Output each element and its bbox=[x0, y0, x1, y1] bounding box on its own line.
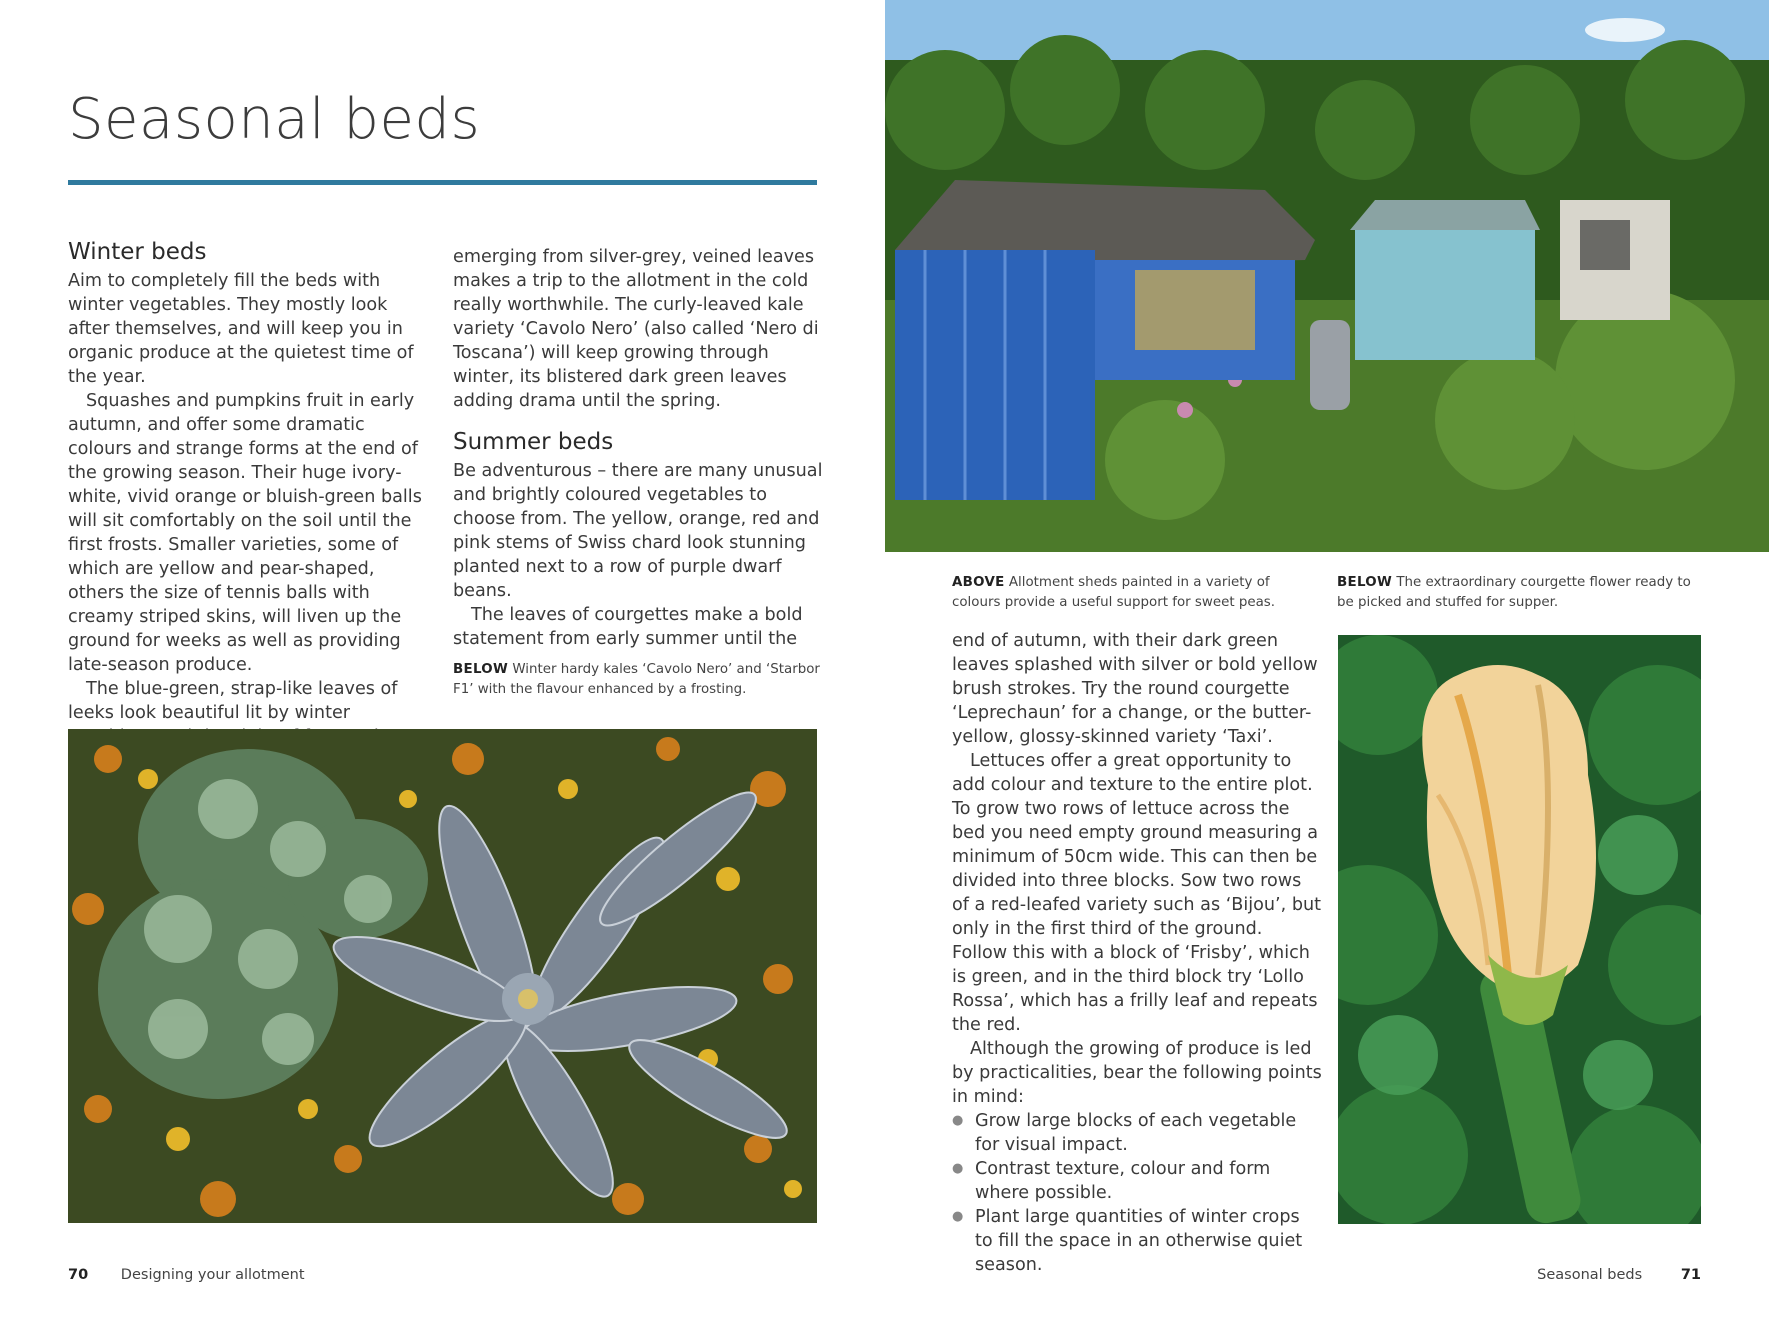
paragraph: Lettuces offer a great opportunity to add colour and texture to the entire plot. To grow two rows of lettuce across the bed you need empty ground measuring a minimum of 50cm wide. This can then be divided into three blocks. Sow two rows of a red-leafed variety such as ‘Bijou’, but only in the first third of the ground. Follow this with a block of ‘Frisby’, which is green, and in the third block try ‘Lollo Rossa’, which has a frilly leaf and repeats the red. bbox=[952, 751, 1322, 1035]
paragraph: Although the growing of produce is led by practicalities, bear the following points in mind: bbox=[952, 1039, 1322, 1107]
bullet-item: ● Grow large blocks of each vegetable for visual impact. bbox=[952, 1109, 1322, 1157]
paragraph: The blue-green, strap-like leaves of leeks look beautiful lit by winter bbox=[68, 679, 398, 723]
paragraph: Be adventurous – there are many unusual and brightly coloured vegetables to choose from. The yellow, orange, red and pink stems of Swiss chard look stunning planted next to a row of purple dwarf beans. bbox=[453, 461, 823, 601]
page-title: Seasonal beds bbox=[68, 87, 481, 152]
caption-text: Allotment sheds painted in a variety of colours provide a useful support for sweet peas. bbox=[952, 575, 1276, 610]
paragraph-continued: end of autumn, with their dark green leaves splashed with silver or bold yellow brush strokes. Try the round courgette ‘Leprechaun’ for a change, or the butter-yellow, glossy-skinned variety ‘Taxi’. bbox=[952, 631, 1318, 747]
footer-left bbox=[68, 1267, 305, 1283]
caption-sheds bbox=[952, 573, 1287, 613]
bullet-item: ● Plant large quantities of winter crops to fill the space in an otherwise quiet season. bbox=[952, 1205, 1322, 1277]
title-rule bbox=[68, 180, 817, 185]
bullet-list bbox=[952, 1109, 1322, 1277]
paragraph-continued: emerging from silver-grey, veined leaves makes a trip to the allotment in the cold really worthwhile. The curly-leaved kale variety ‘Cavolo Nero’ (also called ‘Nero di Toscana’) will keep growing through winter, its blistered dark green leaves adding drama until the spring. bbox=[453, 247, 819, 411]
heading-summer-beds: Summer beds bbox=[453, 429, 614, 455]
photo-courgette-flower bbox=[1338, 635, 1701, 1224]
text-column-winter bbox=[68, 237, 433, 773]
page-number-right: 71 bbox=[1680, 1267, 1701, 1283]
running-head-right: Seasonal beds bbox=[1537, 1267, 1643, 1283]
photo-allotment-sheds bbox=[885, 0, 1769, 552]
caption-text: Winter hardy kales ‘Cavolo Nero’ and ‘Starbor F1’ with the flavour enhanced by a frosting. bbox=[453, 662, 820, 697]
paragraph: The leaves of courgettes make a bold statement from early summer until the bbox=[453, 605, 803, 649]
paragraph: Squashes and pumpkins fruit in early autumn, and offer some dramatic colours and strange forms at the end of the growing season. Their huge ivory-white, vivid orange or bluish-green balls will sit comfortably on the soil until the first frosts. Smaller varieties, some of which are yellow and pear-shaped, others the size of tennis balls with creamy striped skins, will liven up the ground for weeks as well as providing late-season produce. bbox=[68, 391, 422, 675]
heading-winter-beds: Winter beds bbox=[68, 239, 207, 265]
caption-text: The extraordinary courgette flower ready to be picked and stuffed for supper. bbox=[1337, 575, 1691, 610]
caption-label: ABOVE bbox=[952, 575, 1005, 590]
page-number-left: 70 bbox=[68, 1267, 89, 1283]
caption-kale bbox=[453, 660, 823, 700]
footer-right bbox=[1537, 1267, 1701, 1283]
caption-label: BELOW bbox=[453, 662, 509, 677]
text-column-summer bbox=[453, 245, 823, 651]
caption-flower bbox=[1337, 573, 1707, 613]
running-head-left: Designing your allotment bbox=[120, 1267, 305, 1283]
text-column-right bbox=[952, 629, 1322, 1277]
photo-frosted-kale bbox=[68, 729, 817, 1223]
caption-label: BELOW bbox=[1337, 575, 1393, 590]
bullet-item: ● Contrast texture, colour and form where possible. bbox=[952, 1157, 1322, 1205]
paragraph: Aim to completely fill the beds with winter vegetables. They mostly look after themselves, and will keep you in organic produce at the quietest time of the year. bbox=[68, 271, 414, 387]
